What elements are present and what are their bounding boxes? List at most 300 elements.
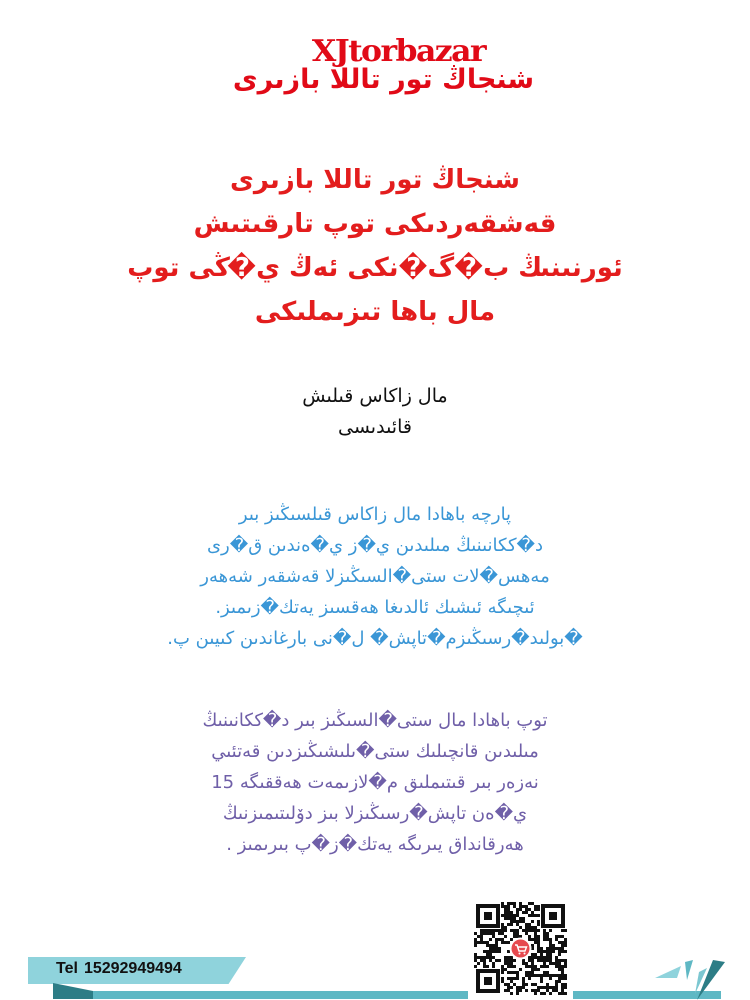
qr-module: [486, 932, 489, 935]
qr-module: [546, 983, 549, 986]
qr-module: [474, 965, 477, 968]
qr-module: [528, 959, 531, 962]
qr-module: [561, 965, 564, 968]
qr-module: [525, 971, 528, 974]
qr-module: [543, 962, 546, 965]
qr-module: [495, 950, 498, 953]
qr-module: [504, 905, 507, 908]
qr-module: [501, 971, 504, 974]
qr-module: [516, 914, 519, 917]
qr-module: [489, 932, 492, 935]
qr-module: [510, 959, 513, 962]
qr-module: [531, 959, 534, 962]
qr-module: [510, 929, 513, 932]
qr-module: [534, 926, 537, 929]
subtitle-line: قائىدىسى: [338, 416, 412, 438]
qr-module: [522, 977, 525, 980]
qr-module: [534, 935, 537, 938]
qr-module: [507, 983, 510, 986]
qr-module: [516, 935, 519, 938]
qr-module: [474, 956, 477, 959]
qr-module: [546, 986, 549, 989]
qr-module: [558, 941, 561, 944]
qr-module: [477, 956, 480, 959]
qr-module: [516, 920, 519, 923]
qr-module: [513, 932, 516, 935]
qr-module: [513, 902, 516, 905]
qr-module: [534, 992, 537, 995]
qr-module: [480, 932, 483, 935]
qr-module: [531, 920, 534, 923]
qr-module: [510, 980, 513, 983]
logo-latin-text: XJtorbazar: [311, 34, 485, 69]
qr-module: [531, 962, 534, 965]
qr-module: [501, 932, 504, 935]
qr-module: [516, 971, 519, 974]
qr-code-icon: [474, 902, 567, 995]
qr-module: [537, 968, 540, 971]
qr-module: [546, 935, 549, 938]
qr-module: [492, 935, 495, 938]
qr-module: [546, 971, 549, 974]
qr-module: [495, 929, 498, 932]
qr-module: [474, 941, 477, 944]
qr-module: [507, 908, 510, 911]
qr-module: [507, 914, 510, 917]
qr-module: [513, 935, 516, 938]
qr-module: [543, 932, 546, 935]
qr-module: [501, 923, 504, 926]
qr-module: [516, 908, 519, 911]
tel-badge-shadow: [53, 983, 93, 999]
qr-module: [534, 953, 537, 956]
qr-module: [504, 989, 507, 992]
corner-decoration: [655, 958, 725, 1000]
qr-module: [558, 974, 561, 977]
qr-module: [519, 905, 522, 908]
qr-module: [537, 974, 540, 977]
qr-module: [561, 974, 564, 977]
qr-module: [483, 932, 486, 935]
qr-module: [537, 920, 540, 923]
qr-module: [546, 965, 549, 968]
qr-module: [510, 986, 513, 989]
qr-module: [564, 950, 567, 953]
qr-module: [543, 992, 546, 995]
qr-module: [513, 917, 516, 920]
title-line: مال باھا تىزىملىكى: [254, 297, 496, 327]
qr-module: [543, 965, 546, 968]
qr-module: [561, 992, 564, 995]
qr-module: [510, 902, 513, 905]
qr-module: [474, 932, 477, 935]
qr-module: [507, 905, 510, 908]
qr-module: [534, 989, 537, 992]
qr-module: [549, 941, 552, 944]
qr-module: [531, 989, 534, 992]
paragraph-line: د�ككانىنىڭ مىلىدىن ي�ز ي�ەندىن ق�رى: [206, 535, 544, 556]
qr-module: [552, 950, 555, 953]
qr-module: [552, 989, 555, 992]
brand-logo: [232, 34, 538, 100]
qr-module: [528, 935, 531, 938]
qr-module: [564, 992, 567, 995]
qr-module: [519, 902, 522, 905]
qr-module: [546, 950, 549, 953]
qr-module: [498, 947, 501, 950]
qr-module: [489, 956, 492, 959]
qr-module: [483, 965, 486, 968]
qr-module: [555, 965, 558, 968]
qr-module: [474, 953, 477, 956]
qr-module: [489, 947, 492, 950]
qr-module: [540, 980, 543, 983]
qr-module: [477, 962, 480, 965]
qr-module: [492, 947, 495, 950]
qr-module: [534, 938, 537, 941]
qr-module: [474, 959, 477, 962]
qr-module: [522, 980, 525, 983]
qr-module: [558, 977, 561, 980]
paragraph-line: ي�ەن تاپش�رسىڭىزلا بىز دۆلىتىمىزنىڭ: [222, 803, 528, 824]
qr-module: [492, 956, 495, 959]
qr-module: [564, 977, 567, 980]
qr-module: [510, 923, 513, 926]
qr-module: [498, 932, 501, 935]
qr-module: [489, 959, 492, 962]
qr-module: [504, 968, 507, 971]
qr-module: [507, 902, 510, 905]
qr-module: [513, 965, 516, 968]
qr-module: [480, 956, 483, 959]
qr-module: [540, 959, 543, 962]
qr-module: [543, 938, 546, 941]
qr-module: [537, 986, 540, 989]
qr-module: [525, 905, 528, 908]
paragraph-line: مەھس�لات ستى�السىڭىزلا قەشقەر شەھەر: [200, 566, 550, 587]
qr-module: [537, 923, 540, 926]
qr-module: [519, 986, 522, 989]
retail-order-paragraph: [150, 499, 600, 654]
qr-module: [510, 917, 513, 920]
qr-module: [528, 956, 531, 959]
qr-module: [495, 959, 498, 962]
qr-module: [543, 971, 546, 974]
qr-module: [492, 932, 495, 935]
qr-module: [507, 956, 510, 959]
qr-module: [504, 914, 507, 917]
qr-module: [555, 938, 558, 941]
qr-module: [495, 944, 498, 947]
qr-module: [537, 929, 540, 932]
qr-module: [501, 938, 504, 941]
qr-module: [537, 959, 540, 962]
qr-module: [507, 923, 510, 926]
qr-module: [516, 932, 519, 935]
qr-module: [540, 950, 543, 953]
qr-module: [531, 926, 534, 929]
qr-module: [537, 914, 540, 917]
qr-module: [483, 959, 486, 962]
qr-module: [549, 938, 552, 941]
qr-module: [510, 962, 513, 965]
qr-module: [525, 965, 528, 968]
qr-module: [561, 935, 564, 938]
qr-module: [552, 947, 555, 950]
qr-module: [537, 935, 540, 938]
qr-module: [540, 992, 543, 995]
qr-module: [537, 944, 540, 947]
qr-module: [522, 962, 525, 965]
qr-module: [564, 974, 567, 977]
qr-module: [507, 911, 510, 914]
qr-module: [537, 950, 540, 953]
qr-module: [516, 977, 519, 980]
qr-module: [546, 932, 549, 935]
qr-module: [513, 905, 516, 908]
qr-module: [537, 938, 540, 941]
qr-module: [480, 941, 483, 944]
qr-module: [516, 992, 519, 995]
qr-module: [558, 953, 561, 956]
qr-module: [522, 983, 525, 986]
qr-module: [552, 962, 555, 965]
qr-module: [501, 926, 504, 929]
qr-module: [552, 986, 555, 989]
qr-module: [534, 914, 537, 917]
qr-module: [531, 965, 534, 968]
qr-module: [501, 941, 504, 944]
qr-module: [483, 941, 486, 944]
qr-module: [489, 944, 492, 947]
qr-module: [483, 929, 486, 932]
qr-module: [507, 989, 510, 992]
qr-module: [516, 989, 519, 992]
qr-module: [492, 962, 495, 965]
qr-module: [561, 983, 564, 986]
qr-module: [564, 959, 567, 962]
qr-module: [528, 914, 531, 917]
tel-number: 15292949494: [83, 960, 182, 977]
qr-module: [534, 974, 537, 977]
qr-module: [564, 986, 567, 989]
qr-module: [543, 974, 546, 977]
qr-module: [507, 959, 510, 962]
qr-module: [492, 929, 495, 932]
qr-module: [504, 962, 507, 965]
paragraph-line: ھەرقانداق يىرىگە يەتك�ز�پ بىرىمىز .: [226, 834, 524, 855]
qr-module: [486, 953, 489, 956]
qr-module: [555, 947, 558, 950]
qr-module: [507, 950, 510, 953]
qr-module: [564, 983, 567, 986]
qr-module: [549, 962, 552, 965]
qr-module: [516, 929, 519, 932]
qr-module: [519, 926, 522, 929]
qr-module: [528, 977, 531, 980]
qr-module: [561, 989, 564, 992]
qr-module: [501, 965, 504, 968]
qr-module: [513, 971, 516, 974]
qr-module: [555, 980, 558, 983]
qr-module: [564, 962, 567, 965]
qr-module: [504, 983, 507, 986]
qr-module: [501, 980, 504, 983]
logo-uyghur-text: شنجاڭ تور تاللا بازىرى: [232, 64, 534, 95]
qr-module: [531, 953, 534, 956]
qr-module: [549, 956, 552, 959]
qr-module: [507, 986, 510, 989]
paragraph-line: توپ باھادا مال ستى�السىڭىز بىر د�ككانىنىڭ: [202, 710, 548, 731]
qr-module: [558, 965, 561, 968]
qr-module: [525, 923, 528, 926]
qr-module: [507, 941, 510, 944]
qr-module: [510, 965, 513, 968]
title-line: ئورنىنىڭ ب�گ�نكى ئەڭ ي�ڭى توپ: [127, 253, 623, 283]
qr-module: [522, 986, 525, 989]
qr-module: [522, 929, 525, 932]
qr-module: [474, 938, 477, 941]
qr-module: [525, 911, 528, 914]
qr-module: [504, 908, 507, 911]
qr-module: [504, 941, 507, 944]
qr-module: [540, 965, 543, 968]
qr-module: [498, 950, 501, 953]
qr-module: [534, 941, 537, 944]
qr-module: [507, 962, 510, 965]
qr-module: [525, 974, 528, 977]
qr-module: [555, 986, 558, 989]
qr-module: [537, 947, 540, 950]
qr-module: [546, 947, 549, 950]
qr-module: [486, 944, 489, 947]
qr-module: [525, 929, 528, 932]
qr-module: [489, 950, 492, 953]
qr-module: [555, 959, 558, 962]
qr-module: [555, 989, 558, 992]
qr-module: [552, 944, 555, 947]
qr-module: [531, 929, 534, 932]
qr-module: [504, 917, 507, 920]
qr-module: [486, 929, 489, 932]
qr-module: [531, 944, 534, 947]
title-line: شنجاڭ تور تاللا بازىرى: [230, 165, 520, 195]
qr-module: [552, 974, 555, 977]
qr-module: [501, 929, 504, 932]
qr-module: [513, 929, 516, 932]
qr-module: [558, 968, 561, 971]
qr-module: [480, 929, 483, 932]
qr-module: [510, 914, 513, 917]
qr-module: [513, 983, 516, 986]
qr-module: [486, 941, 489, 944]
paragraph-line: �بولىد�رسىڭىزم�تاپش� ل�نى بارغاندىن كىيىن پ.: [167, 628, 583, 649]
qr-module: [486, 956, 489, 959]
qr-module: [558, 959, 561, 962]
qr-module: [549, 953, 552, 956]
qr-module: [528, 926, 531, 929]
qr-module: [561, 944, 564, 947]
qr-module: [564, 965, 567, 968]
section-heading: [180, 381, 570, 443]
qr-module: [534, 965, 537, 968]
qr-module: [558, 947, 561, 950]
qr-module: [528, 908, 531, 911]
qr-module: [486, 950, 489, 953]
qr-module: [495, 947, 498, 950]
qr-module: [489, 938, 492, 941]
qr-module: [540, 974, 543, 977]
qr-module: [504, 926, 507, 929]
qr-module: [504, 929, 507, 932]
qr-module: [555, 956, 558, 959]
qr-module: [558, 950, 561, 953]
qr-module: [510, 920, 513, 923]
qr-module: [510, 938, 513, 941]
qr-module: [480, 938, 483, 941]
qr-module: [546, 959, 549, 962]
qr-module: [561, 950, 564, 953]
qr-module: [531, 956, 534, 959]
qr-module: [540, 947, 543, 950]
qr-module: [531, 983, 534, 986]
qr-module: [507, 977, 510, 980]
qr-module: [513, 914, 516, 917]
qr-module: [489, 953, 492, 956]
qr-module: [510, 992, 513, 995]
qr-module: [474, 944, 477, 947]
qr-module: [528, 938, 531, 941]
qr-module: [483, 950, 486, 953]
qr-module: [537, 989, 540, 992]
qr-module: [549, 944, 552, 947]
qr-module: [516, 911, 519, 914]
qr-module: [495, 941, 498, 944]
qr-module: [549, 977, 552, 980]
paragraph-line: نەزەر بىر قىتىملىق م�لازىمەت ھەققىگە 15: [211, 772, 539, 793]
qr-module: [549, 974, 552, 977]
qr-module: [549, 959, 552, 962]
qr-module: [504, 956, 507, 959]
qr-module: [519, 989, 522, 992]
footer-bar: [53, 991, 721, 999]
paragraph-line: ئىچىگە ئىشىك ئالدىغا ھەقسىز يەتك�زىمىز.: [215, 597, 535, 618]
qr-module: [513, 977, 516, 980]
qr-module: [519, 917, 522, 920]
qr-code: [474, 902, 567, 995]
qr-module: [510, 911, 513, 914]
qr-module: [525, 983, 528, 986]
qr-module: [543, 929, 546, 932]
qr-module: [543, 959, 546, 962]
qr-module: [492, 950, 495, 953]
qr-module: [492, 944, 495, 947]
qr-module: [558, 980, 561, 983]
subtitle-line: مال زاكاس قىلىش: [302, 385, 448, 407]
qr-module: [522, 911, 525, 914]
qr-module: [513, 959, 516, 962]
qr-module: [516, 923, 519, 926]
qr-module: [519, 968, 522, 971]
qr-module: [489, 929, 492, 932]
qr-module: [546, 956, 549, 959]
qr-module: [549, 947, 552, 950]
qr-module: [537, 956, 540, 959]
qr-module: [504, 911, 507, 914]
qr-module: [480, 959, 483, 962]
qr-module: [531, 968, 534, 971]
qr-module: [546, 953, 549, 956]
